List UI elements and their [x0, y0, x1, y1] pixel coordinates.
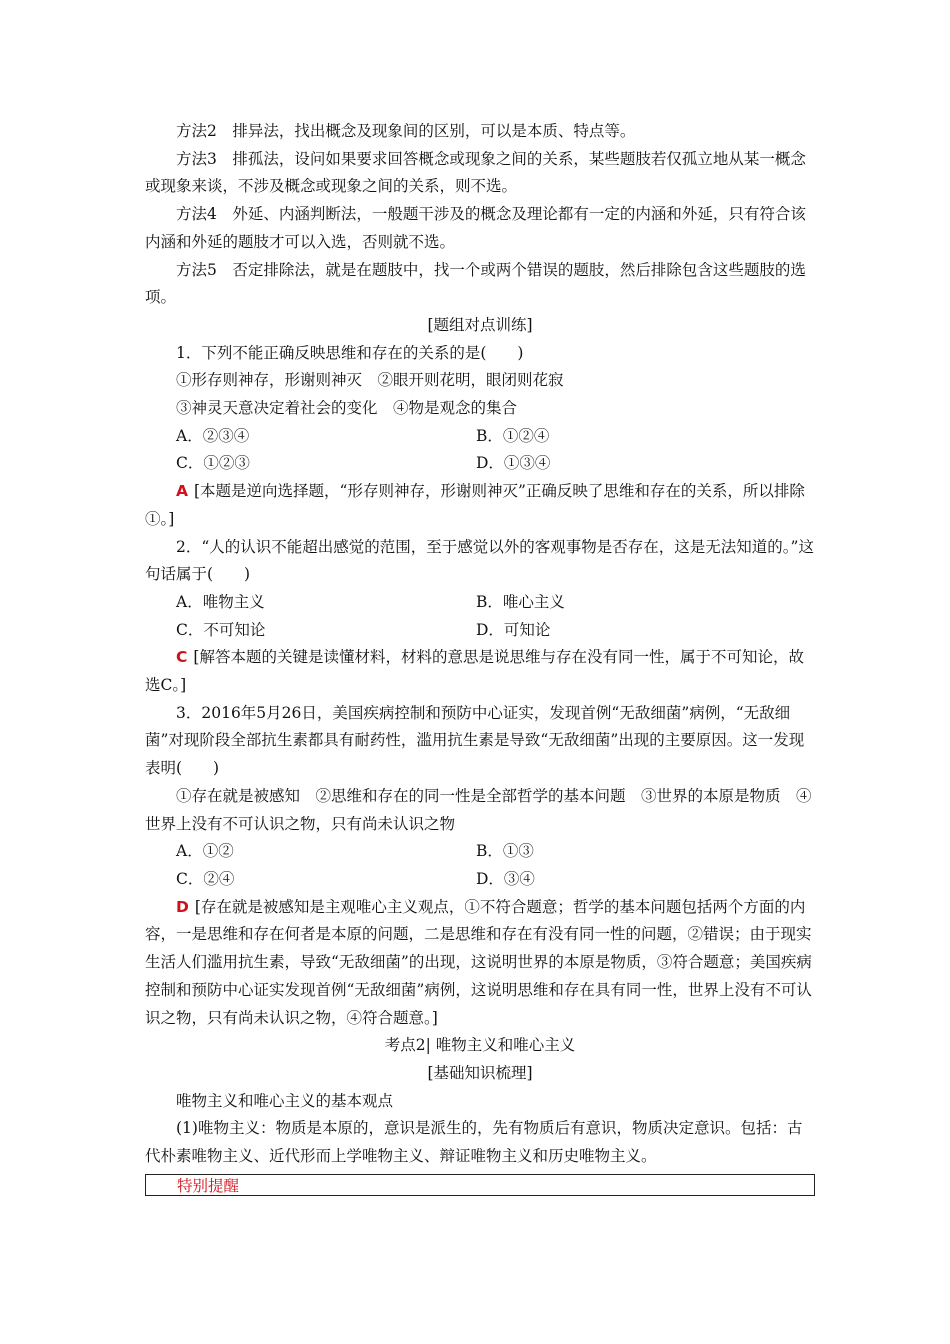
- answer-letter: D: [176, 897, 189, 916]
- option-a: A．②③④: [176, 426, 250, 445]
- question-2-options-row-2: [145, 617, 815, 645]
- question-1-stem: 1．下列不能正确反映思维和存在的关系的是( ): [176, 343, 524, 362]
- answer-explanation: [本题是逆向选择题，“形存则神存，形谢则神灭”正确反映了思维和存在的关系，所以排除①。]: [145, 482, 805, 528]
- special-note-box: [145, 1174, 815, 1196]
- option-b: B．①②④: [476, 426, 550, 445]
- section-heading-training: [题组对点训练]: [427, 315, 533, 334]
- option-d: D．可知论: [476, 620, 551, 639]
- method-4: 方法4 外延、内涵判断法，一般题干涉及的概念及理论都有一定的内涵和外延，只有符合该内涵和外延的题肢才可以入选，否则就不选。: [145, 205, 806, 251]
- option-b: B．唯心主义: [476, 592, 565, 611]
- question-1-items-b: ③神灵天意决定着社会的变化 ④物是观念的集合: [176, 399, 518, 418]
- kaodian-heading: 考点2| 唯物主义和唯心主义: [384, 1036, 576, 1055]
- answer-letter: A: [176, 482, 188, 501]
- basic-point-1: (1)唯物主义：物质是本原的，意识是派生的，先有物质后有意识，物质决定意识。包括：古代朴素唯物主义、近代形而上学唯物主义、辩证唯物主义和历史唯物主义。: [145, 1119, 803, 1166]
- question-3-stem: 3．2016年5月26日，美国疾病控制和预防中心证实，发现首例“无敌细菌”病例，“无敌细菌”对现阶段全部抗生素都具有耐药性，滥用抗生素是导致“无敌细菌”出现的主要原因。这一发现表明( ): [145, 703, 805, 778]
- question-1-options-row-2: [145, 450, 815, 478]
- question-1-options-row-1: [145, 423, 815, 451]
- option-a: A．唯物主义: [176, 592, 265, 611]
- method-2: 方法2 排异法，找出概念及现象间的区别，可以是本质、特点等。: [176, 122, 636, 140]
- answer-explanation: [解答本题的关键是读懂材料，材料的意思是说思维与存在没有同一性，属于不可知论，故选C。]: [145, 648, 804, 695]
- question-3-options-row-1: [145, 838, 815, 866]
- question-3-answer: [145, 894, 815, 1033]
- basic-title: 唯物主义和唯心主义的基本观点: [176, 1091, 394, 1110]
- answer-explanation: [存在就是被感知是主观唯心主义观点，①不符合题意；哲学的基本问题包括两个方面的内容，一是思维和存在何者是本原的问题，二是思维和存在有没有同一性的问题，②错误；由于现实生活人们滥用抗生素，导致“无敌细菌”的出现，这说明世界的本原是物质，③符合题意；美国疾病控制和预防中心证实发现首例“无敌细菌”病例，这说明思维和存在具有同一性，世界上没有不可认识之物，只有尚未认识之物，④符合题意。]: [145, 897, 812, 1027]
- option-c: C．①②③: [176, 454, 250, 473]
- option-d: D．①③④: [476, 454, 551, 473]
- question-3-options-row-2: [145, 866, 815, 894]
- option-c: C．②④: [176, 869, 235, 888]
- option-a: A．①②: [176, 842, 234, 861]
- question-2-options-row-1: [145, 589, 815, 617]
- question-1-answer: [145, 478, 815, 533]
- option-b: B．①③: [476, 842, 534, 861]
- option-d: D．③④: [476, 869, 535, 888]
- special-note-label: 特别提醒: [177, 1176, 240, 1195]
- method-3: 方法3 排孤法，设问如果要求回答概念或现象之间的关系，某些题肢若仅孤立地从某一概念或现象来谈，不涉及概念或现象之间的关系，则不选。: [145, 149, 806, 196]
- document-page: [145, 118, 815, 1196]
- section-heading-basics: [基础知识梳理]: [427, 1063, 533, 1082]
- answer-letter: C: [176, 648, 188, 667]
- option-c: C．不可知论: [176, 620, 266, 639]
- question-2-answer: [145, 644, 815, 699]
- method-5: 方法5 否定排除法，就是在题肢中，找一个或两个错误的题肢，然后排除包含这些题肢的选项。: [145, 260, 806, 307]
- question-3-items: ①存在就是被感知 ②思维和存在的同一性是全部哲学的基本问题 ③世界的本原是物质 ④世界上没有不可认识之物，只有尚未认识之物: [145, 786, 812, 833]
- question-1-items-a: ①形存则神存，形谢则神灭 ②眼开则花明，眼闭则花寂: [176, 371, 564, 390]
- question-2-stem: 2．“人的认识不能超出感觉的范围，至于感觉以外的客观事物是否存在，这是无法知道的。”这句话属于( ): [145, 537, 814, 584]
